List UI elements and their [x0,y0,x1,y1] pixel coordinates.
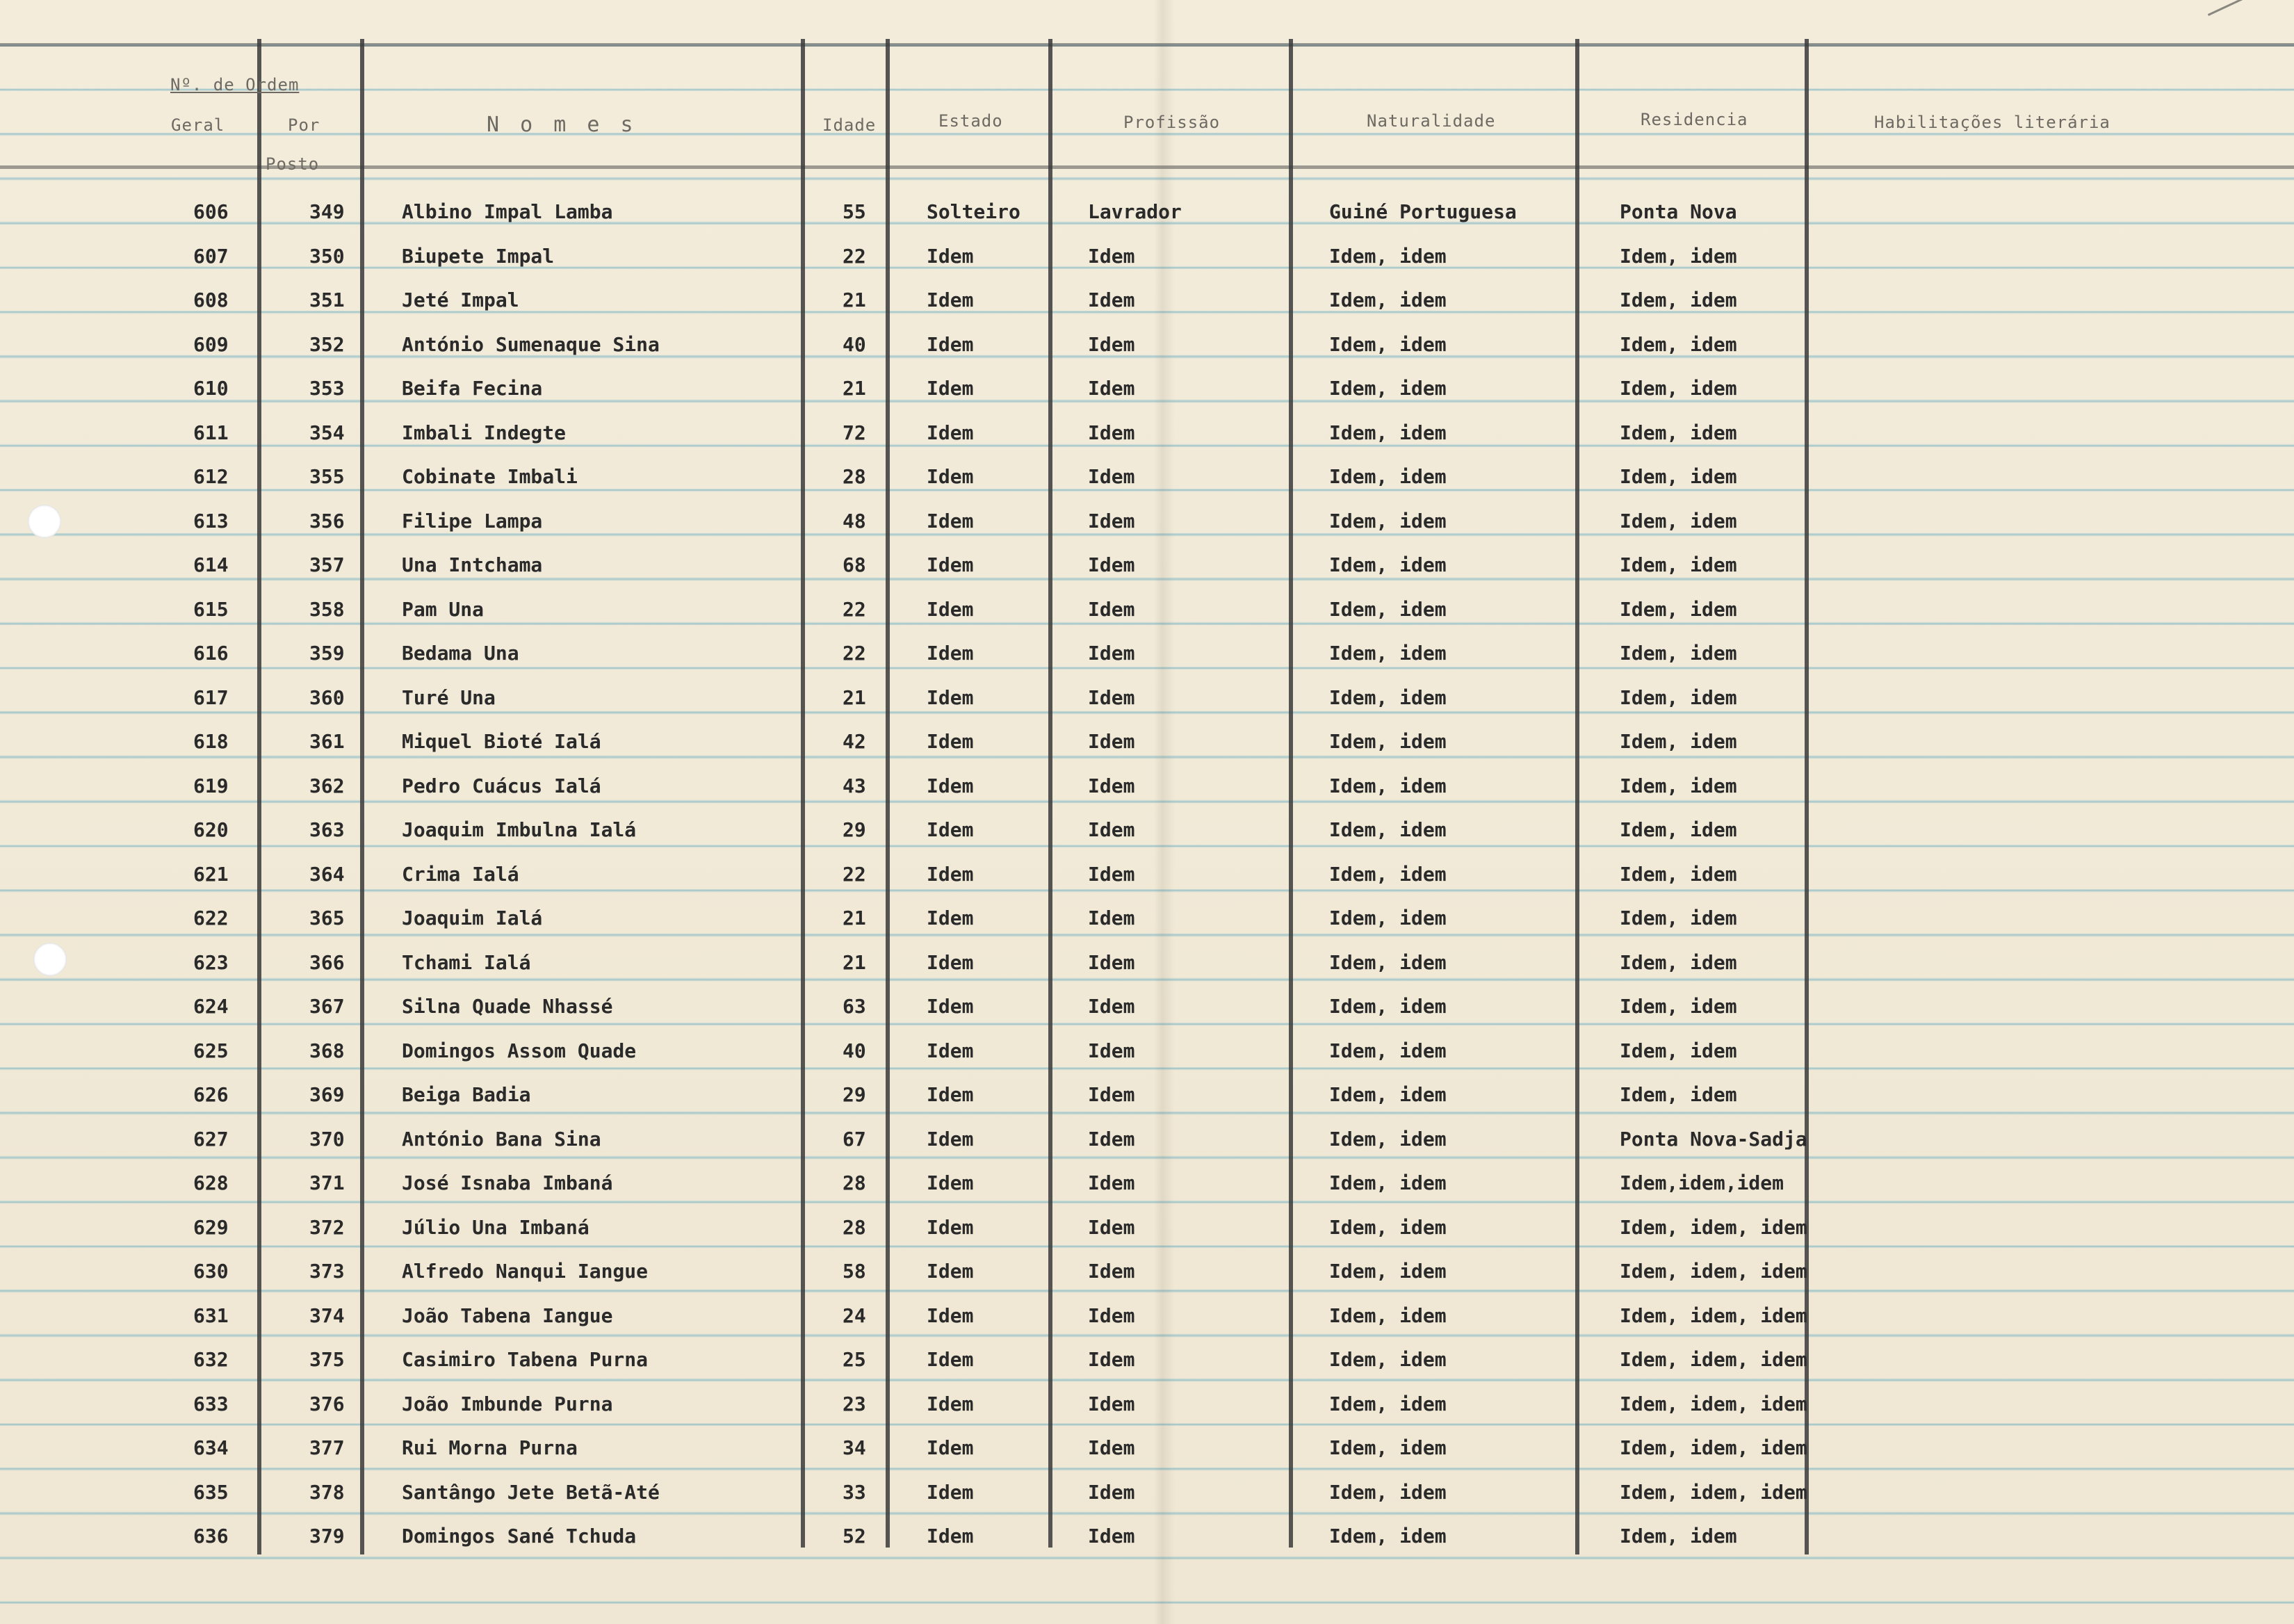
cell-geral: 635 [193,1480,229,1504]
cell-nome: Rui Morna Purna [402,1436,578,1459]
cell-posto: 361 [309,730,345,753]
cell-idade: 28 [843,465,866,488]
header-rule [0,165,2294,169]
cell-estado: Idem [927,332,974,356]
cell-nome: Júlio Una Imbaná [402,1215,589,1239]
header-geral: Geral [171,115,225,135]
cell-nome: Jeté Impal [402,289,519,311]
cell-idade: 21 [843,950,866,974]
cell-naturalidade: Idem, idem [1329,1480,1447,1504]
cell-geral: 612 [193,465,229,488]
cell-naturalidade: Idem, idem [1329,1392,1447,1415]
header-habilitacoes: Habilitações literária [1874,113,2110,132]
cell-naturalidade: Idem, idem [1329,774,1447,797]
cell-residencia: Idem, idem [1620,1083,1737,1106]
header-por: Por [288,115,320,135]
cell-profissao: Idem [1088,1392,1135,1415]
cell-nome: Alfredo Nanqui Iangue [402,1260,649,1283]
cell-geral: 629 [193,1215,229,1239]
cell-nome: António Sumenaque Sina [402,332,660,356]
cell-posto: 371 [309,1171,345,1194]
cell-estado: Solteiro [927,200,1020,223]
cell-nome: Biupete Impal [402,244,555,268]
cell-posto: 379 [309,1525,345,1548]
cell-idade: 29 [843,818,866,841]
cell-idade: 22 [843,862,866,886]
cell-posto: 364 [309,862,345,886]
cell-residencia: Idem, idem [1620,907,1737,929]
cell-geral: 606 [193,200,229,223]
header-naturalidade: Naturalidade [1367,111,1496,131]
cell-geral: 619 [193,774,229,797]
cell-naturalidade: Idem, idem [1329,685,1447,709]
cell-profissao: Idem [1088,553,1135,576]
cell-residencia: Idem, idem [1620,862,1737,886]
cell-nome: Bedama Una [402,642,519,665]
cell-profissao: Idem [1088,1348,1135,1371]
cell-naturalidade: Idem, idem [1329,1171,1447,1194]
table-row [0,907,2294,950]
cell-residencia: Idem, idem [1620,421,1737,444]
cell-posto: 351 [309,289,345,311]
cell-estado: Idem [927,244,974,268]
cell-profissao: Idem [1088,1083,1135,1106]
cell-profissao: Idem [1088,377,1135,400]
cell-naturalidade: Idem, idem [1329,1039,1447,1062]
cell-nome: Beiga Badia [402,1083,531,1106]
header-estado: Estado [938,111,1003,131]
cell-geral: 609 [193,332,229,356]
cell-posto: 377 [309,1436,345,1459]
cell-estado: Idem [927,995,974,1018]
cell-profissao: Idem [1088,730,1135,753]
table-row [0,818,2294,861]
cell-estado: Idem [927,862,974,886]
cell-nome: Miquel Bioté Ialá [402,730,601,753]
cell-nome: Domingos Sané Tchuda [402,1525,637,1548]
cell-posto: 365 [309,907,345,929]
cell-residencia: Idem, idem [1620,995,1737,1018]
cell-idade: 55 [843,200,866,223]
cell-nome: Una Intchama [402,553,543,576]
cell-estado: Idem [927,774,974,797]
cell-nome: José Isnaba Imbaná [402,1171,613,1194]
cell-residencia: Idem, idem [1620,1039,1737,1062]
cell-idade: 52 [843,1525,866,1548]
cell-residencia: Idem, idem [1620,244,1737,268]
cell-posto: 352 [309,332,345,356]
table-row [0,1481,2294,1524]
cell-profissao: Idem [1088,1260,1135,1283]
cell-residencia: Idem, idem [1620,818,1737,841]
cell-estado: Idem [927,553,974,576]
cell-posto: 378 [309,1480,345,1504]
cell-estado: Idem [927,1039,974,1062]
cell-estado: Idem [927,1215,974,1239]
cell-posto: 360 [309,685,345,709]
cell-nome: João Tabena Iangue [402,1304,613,1327]
cell-idade: 28 [843,1171,866,1194]
cell-residencia: Idem, idem [1620,465,1737,488]
cell-idade: 22 [843,597,866,621]
table-row [0,333,2294,376]
cell-profissao: Idem [1088,289,1135,311]
cell-geral: 634 [193,1436,229,1459]
cell-profissao: Idem [1088,1480,1135,1504]
cell-estado: Idem [927,730,974,753]
table-row [0,774,2294,818]
cell-profissao: Idem [1088,1525,1135,1548]
cell-posto: 362 [309,774,345,797]
table-row [0,1039,2294,1082]
cell-posto: 354 [309,421,345,444]
table-row [0,642,2294,685]
cell-naturalidade: Idem, idem [1329,465,1447,488]
header-nomes: N o m e s [487,113,637,137]
cell-posto: 349 [309,200,345,223]
cell-profissao: Idem [1088,642,1135,665]
cell-profissao: Idem [1088,332,1135,356]
cell-nome: Domingos Assom Quade [402,1039,637,1062]
cell-residencia: Idem, idem [1620,509,1737,533]
table-row [0,1171,2294,1215]
cell-naturalidade: Idem, idem [1329,730,1447,753]
cell-posto: 367 [309,995,345,1018]
cell-posto: 356 [309,509,345,533]
cell-profissao: Idem [1088,421,1135,444]
cell-nome: Tchami Ialá [402,950,531,974]
cell-estado: Idem [927,377,974,400]
cell-estado: Idem [927,907,974,929]
cell-geral: 625 [193,1039,229,1062]
cell-estado: Idem [927,1480,974,1504]
cell-idade: 29 [843,1083,866,1106]
table-row [0,598,2294,641]
cell-residencia: Idem, idem, idem [1620,1260,1807,1283]
cell-estado: Idem [927,289,974,311]
cell-nome: João Imbunde Purna [402,1392,613,1415]
cell-estado: Idem [927,597,974,621]
cell-posto: 363 [309,818,345,841]
cell-geral: 636 [193,1525,229,1548]
table-row [0,995,2294,1038]
cell-geral: 616 [193,642,229,665]
table-row [0,421,2294,464]
cell-naturalidade: Idem, idem [1329,642,1447,665]
cell-idade: 40 [843,332,866,356]
cell-estado: Idem [927,509,974,533]
cell-estado: Idem [927,1436,974,1459]
cell-geral: 621 [193,862,229,886]
header-posto: Posto [266,154,320,174]
cell-geral: 611 [193,421,229,444]
cell-geral: 615 [193,597,229,621]
cell-geral: 608 [193,289,229,311]
cell-naturalidade: Idem, idem [1329,553,1447,576]
cell-idade: 21 [843,289,866,311]
cell-idade: 67 [843,1127,866,1151]
cell-geral: 626 [193,1083,229,1106]
cell-estado: Idem [927,421,974,444]
cell-estado: Idem [927,1525,974,1548]
cell-profissao: Idem [1088,1171,1135,1194]
cell-nome: António Bana Sina [402,1127,601,1151]
cell-idade: 43 [843,774,866,797]
cell-estado: Idem [927,1304,974,1327]
cell-estado: Idem [927,1348,974,1371]
cell-profissao: Idem [1088,907,1135,929]
cell-residencia: Idem, idem, idem [1620,1436,1807,1459]
cell-naturalidade: Idem, idem [1329,509,1447,533]
cell-idade: 22 [843,244,866,268]
cell-idade: 28 [843,1215,866,1239]
cell-residencia: Idem, idem [1620,642,1737,665]
cell-residencia: Idem, idem [1620,774,1737,797]
cell-estado: Idem [927,1083,974,1106]
cell-nome: Joaquim Ialá [402,907,543,929]
cell-geral: 628 [193,1171,229,1194]
cell-posto: 369 [309,1083,345,1106]
cell-naturalidade: Idem, idem [1329,818,1447,841]
cell-geral: 617 [193,685,229,709]
cell-geral: 623 [193,950,229,974]
cell-residencia: Ponta Nova-Sadja [1620,1127,1807,1151]
table-row [0,1260,2294,1303]
cell-profissao: Idem [1088,1039,1135,1062]
cell-residencia: Idem, idem [1620,377,1737,400]
cell-posto: 373 [309,1260,345,1283]
cell-posto: 353 [309,377,345,400]
cell-posto: 370 [309,1127,345,1151]
cell-estado: Idem [927,818,974,841]
cell-naturalidade: Idem, idem [1329,907,1447,929]
cell-estado: Idem [927,1260,974,1283]
cell-estado: Idem [927,1127,974,1151]
table-row [0,377,2294,420]
cell-profissao: Idem [1088,244,1135,268]
cell-naturalidade: Idem, idem [1329,332,1447,356]
cell-naturalidade: Idem, idem [1329,1215,1447,1239]
cell-estado: Idem [927,685,974,709]
cell-profissao: Idem [1088,465,1135,488]
table-row [0,730,2294,773]
cell-estado: Idem [927,950,974,974]
cell-naturalidade: Idem, idem [1329,862,1447,886]
cell-nome: Santângo Jete Betã-Até [402,1480,660,1504]
cell-residencia: Idem, idem [1620,332,1737,356]
cell-posto: 350 [309,244,345,268]
table-row [0,465,2294,508]
table-row [0,289,2294,332]
cell-geral: 618 [193,730,229,753]
cell-profissao: Idem [1088,950,1135,974]
header-residencia: Residencia [1641,110,1748,129]
cell-residencia: Idem, idem, idem [1620,1304,1807,1327]
cell-naturalidade: Idem, idem [1329,597,1447,621]
cell-residencia: Idem, idem, idem [1620,1348,1807,1371]
top-rule [0,43,2294,47]
cell-residencia: Idem, idem [1620,1525,1737,1548]
cell-naturalidade: Idem, idem [1329,950,1447,974]
cell-naturalidade: Idem, idem [1329,1436,1447,1459]
cell-nome: Cobinate Imbali [402,465,578,488]
cell-posto: 374 [309,1304,345,1327]
cell-idade: 21 [843,685,866,709]
cell-profissao: Idem [1088,995,1135,1018]
cell-idade: 23 [843,1392,866,1415]
cell-idade: 58 [843,1260,866,1283]
cell-idade: 40 [843,1039,866,1062]
cell-residencia: Idem, idem [1620,730,1737,753]
cell-profissao: Idem [1088,1304,1135,1327]
cell-nome: Crima Ialá [402,862,519,886]
cell-geral: 632 [193,1348,229,1371]
cell-profissao: Idem [1088,1127,1135,1151]
cell-geral: 620 [193,818,229,841]
table-row [0,1436,2294,1479]
cell-naturalidade: Idem, idem [1329,377,1447,400]
table-row [0,200,2294,243]
cell-idade: 25 [843,1348,866,1371]
cell-geral: 627 [193,1127,229,1151]
cell-idade: 48 [843,509,866,533]
cell-profissao: Idem [1088,1215,1135,1239]
pen-mark [2208,0,2255,35]
cell-profissao: Idem [1088,818,1135,841]
cell-estado: Idem [927,465,974,488]
cell-nome: Turé Una [402,685,496,709]
table-row [0,1348,2294,1391]
cell-residencia: Idem, idem, idem [1620,1392,1807,1415]
table-row [0,245,2294,288]
cell-residencia: Idem, idem, idem [1620,1480,1807,1504]
cell-nome: Silna Quade Nhassé [402,995,613,1018]
cell-naturalidade: Idem, idem [1329,244,1447,268]
cell-residencia: Idem, idem [1620,685,1737,709]
cell-nome: Imbali Indegte [402,421,567,444]
cell-posto: 358 [309,597,345,621]
cell-profissao: Idem [1088,509,1135,533]
cell-estado: Idem [927,1171,974,1194]
cell-nome: Joaquim Imbulna Ialá [402,818,637,841]
cell-posto: 366 [309,950,345,974]
cell-profissao: Idem [1088,1436,1135,1459]
cell-geral: 607 [193,244,229,268]
cell-idade: 21 [843,377,866,400]
table-row [0,510,2294,553]
cell-nome: Filipe Lampa [402,509,543,533]
cell-nome: Albino Impal Lamba [402,200,613,223]
cell-idade: 72 [843,421,866,444]
cell-idade: 22 [843,642,866,665]
cell-geral: 630 [193,1260,229,1283]
cell-profissao: Idem [1088,597,1135,621]
cell-residencia: Idem,idem,idem [1620,1171,1784,1194]
table-row [0,1304,2294,1347]
cell-residencia: Idem, idem [1620,597,1737,621]
cell-naturalidade: Idem, idem [1329,1525,1447,1548]
cell-geral: 631 [193,1304,229,1327]
cell-geral: 613 [193,509,229,533]
cell-naturalidade: Idem, idem [1329,995,1447,1018]
table-row [0,1525,2294,1568]
header-profissao: Profissão [1123,113,1221,132]
cell-geral: 622 [193,907,229,929]
cell-profissao: Idem [1088,685,1135,709]
cell-residencia: Ponta Nova [1620,200,1737,223]
cell-idade: 63 [843,995,866,1018]
cell-residencia: Idem, idem [1620,950,1737,974]
cell-naturalidade: Idem, idem [1329,1083,1447,1106]
table-row [0,1392,2294,1436]
cell-idade: 33 [843,1480,866,1504]
cell-residencia: Idem, idem [1620,289,1737,311]
cell-posto: 357 [309,553,345,576]
cell-idade: 68 [843,553,866,576]
cell-geral: 624 [193,995,229,1018]
cell-geral: 614 [193,553,229,576]
cell-naturalidade: Idem, idem [1329,1304,1447,1327]
cell-geral: 610 [193,377,229,400]
cell-geral: 633 [193,1392,229,1415]
cell-profissao: Idem [1088,774,1135,797]
cell-nome: Casimiro Tabena Purna [402,1348,649,1371]
cell-idade: 42 [843,730,866,753]
table-row [0,1083,2294,1126]
table-row [0,1216,2294,1259]
cell-idade: 24 [843,1304,866,1327]
header-idade: Idade [822,115,877,135]
cell-naturalidade: Idem, idem [1329,289,1447,311]
cell-naturalidade: Guiné Portuguesa [1329,200,1517,223]
cell-naturalidade: Idem, idem [1329,1348,1447,1371]
table-row [0,686,2294,729]
cell-residencia: Idem, idem, idem [1620,1215,1807,1239]
cell-idade: 34 [843,1436,866,1459]
cell-posto: 359 [309,642,345,665]
cell-naturalidade: Idem, idem [1329,1260,1447,1283]
table-row [0,951,2294,994]
cell-posto: 372 [309,1215,345,1239]
table-row [0,1128,2294,1171]
cell-posto: 368 [309,1039,345,1062]
table-row [0,553,2294,596]
cell-posto: 376 [309,1392,345,1415]
cell-estado: Idem [927,1392,974,1415]
cell-posto: 375 [309,1348,345,1371]
cell-nome: Pedro Cuácus Ialá [402,774,601,797]
header-n-ordem: Nº. de Ordem [170,75,300,95]
cell-residencia: Idem, idem [1620,553,1737,576]
cell-idade: 21 [843,907,866,929]
cell-nome: Beifa Fecina [402,377,543,400]
table-row [0,863,2294,906]
cell-naturalidade: Idem, idem [1329,1127,1447,1151]
cell-nome: Pam Una [402,597,485,621]
cell-estado: Idem [927,642,974,665]
cell-profissao: Lavrador [1088,200,1182,223]
cell-profissao: Idem [1088,862,1135,886]
cell-naturalidade: Idem, idem [1329,421,1447,444]
cell-posto: 355 [309,465,345,488]
